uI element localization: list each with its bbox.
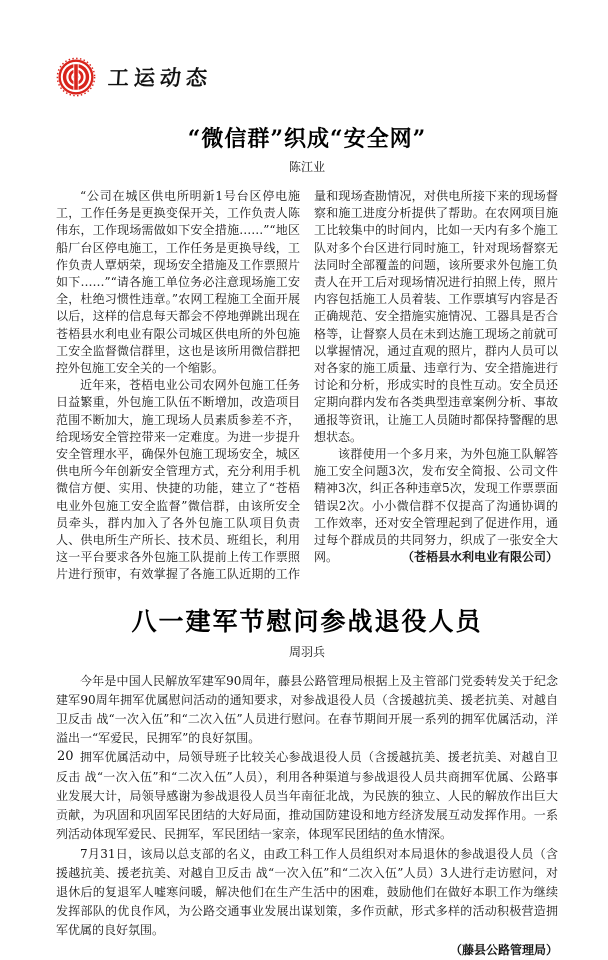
- article1-author: 陈江业: [288, 160, 325, 174]
- article2-paragraph-2: 拥军优属活动中，局领导班子比较关心参战退役人员（含援越抗美、援老抗美、对越自卫反击 战“一次入伍”和“二次入伍”人员），利用各种渠道与参战退役人员共商拥军优属、公路事业发展大计，局领导感谢为参战退役人员当年南征北战，为民族的独立、人民的解放作出巨大贡献，为巩固和巩固军民团结的大好局面，推动国防建设和地方经济发展互动发挥作用。一系列活动体现军爱民、民拥军，军民团结一家亲，体现军民团结的鱼水情深。: [56, 750, 558, 842]
- article1-paragraph-3-text: 该群使用一个多月来，为外包施工队解答施工安全问题3次，发布安全简报、公司文件精神3次，纠正各种违章5次，发现工作票票面错误2次。小小微信群不仅提高了沟通协调的工作效率，还对安全管理起到了促进作用，通过每个群成员的共同努力，织成了一张安全大网。: [314, 447, 558, 565]
- article2-attribution: （藤县公路管理局）: [449, 942, 558, 957]
- article1-paragraph-3: [314, 446, 558, 566]
- article-wechat-safety-net: [56, 122, 558, 584]
- masthead: [56, 56, 558, 98]
- article2-paragraph-1: 今年是中国人民解放军建军90周年，藤县公路管理局根据上及主管部门党委转发关于纪念建军90周年拥军优属慰问活动的通知要求，对参战退役人员（含援越抗美、援老抗美、对越自卫反击 战“一次入伍”和“二次入伍”人员进行慰问。在春节期间开展一系列的拥军优属活动，洋溢出一“军爱民，民拥军”的良好氛围。: [56, 673, 558, 746]
- masthead-title: 工运动态: [107, 65, 213, 90]
- article1-body: [56, 188, 558, 584]
- article2-title: 八一建军节慰问参战退役人员: [131, 606, 483, 636]
- article1-paragraph-2: 近年来，苍梧电业公司农网外包施工任务日益繁重，外包施工队伍不断增加，改造项目范围不断加大，施工现场人员素质参差不齐，给现场安全管控带来一定难度。为进一步提升安全管理水平，确保外包施工现场安全，城区供电所今年创新安全管理方式，充分利用手机微信方便、实用、快捷的功能，建立了“苍梧电业外包施工安全监督”微信群，由该所安全员牵头，群内加入了各外包施工队项目负责人、供电所生产所长、技术员、班组长，利用这一平台要求各外包施工队提前上传工作票照片进行预审，有效掌握了各施工队近期的工作量和现场查勘情况，对供电所接下来的现场督察和施工进度分析提供了帮助。在农网项目施工比较集中的时间内，比如一天内有多个施工队对多个台区进行同时施工，针对现场督察无法同时全部覆盖的问题，该所要求外包施工负责人在开工后对现场情况进行拍照上传，照片内容包括施工人员着装、工作票填写内容是否正确规范、安全措施实施情况、工器具是否合格等，让督察人员在未到达施工现场之前就可以掌握情况，通过直观的照片，群内人员可以对各家的施工质量、违章行为、安全措施进行讨论和分析，形成实时的良性互动。安全员还定期向群内发布各类典型违章案例分析、事故通报等资讯，让施工人员随时都保持警醒的思想状态。: [56, 189, 558, 582]
- article2-paragraph-3: 7月31日，该局以总支部的名义，由政工科工作人员组织对本局退休的参战退役人员（含援越抗美、援老抗美、对越自卫反击 战“一次入伍”和“二次入伍”人员）3人进行走访慰问，对退休后的复退军人嘘寒问暖，解决他们在生产生活中的困难，鼓励他们在做好本职工作为继续发挥部队的优良作风，为公路交通事业发展出谋划策，多作贡献，形式多样的活动积极营造拥军优属的良好氛围。: [56, 846, 558, 938]
- page-number: 20: [57, 749, 74, 764]
- trade-union-emblem-icon: [56, 57, 96, 97]
- article1-paragraph-1: “公司在城区供电所明新1号台区停电施工，工作任务是更换变保开关，工作负责人陈伟东，工作现场需做如下安全措施……”“地区船厂台区停电施工，工作任务是更换导线，工作负责人覃炳荣，现场安全措施及工作票照片如下……”“请各施工单位务必注意现场施工安全，杜绝习惯性违章。”农网工程施工全面开展以后，这样的信息每天都会不停地弹跳出现在苍梧县水利电业有限公司城区供电所的外包施工安全监督微信群里，这也是该所用微信群把控外包施工安全关的一个缩影。: [56, 189, 300, 376]
- article2-body: [56, 672, 558, 960]
- article-army-day-veterans: [56, 602, 558, 960]
- article1-title: “微信群”织成“安全网”: [187, 126, 427, 152]
- article2-author: 周羽兵: [288, 644, 325, 659]
- article1-attribution: （苍梧县水利电业有限公司）: [401, 550, 558, 565]
